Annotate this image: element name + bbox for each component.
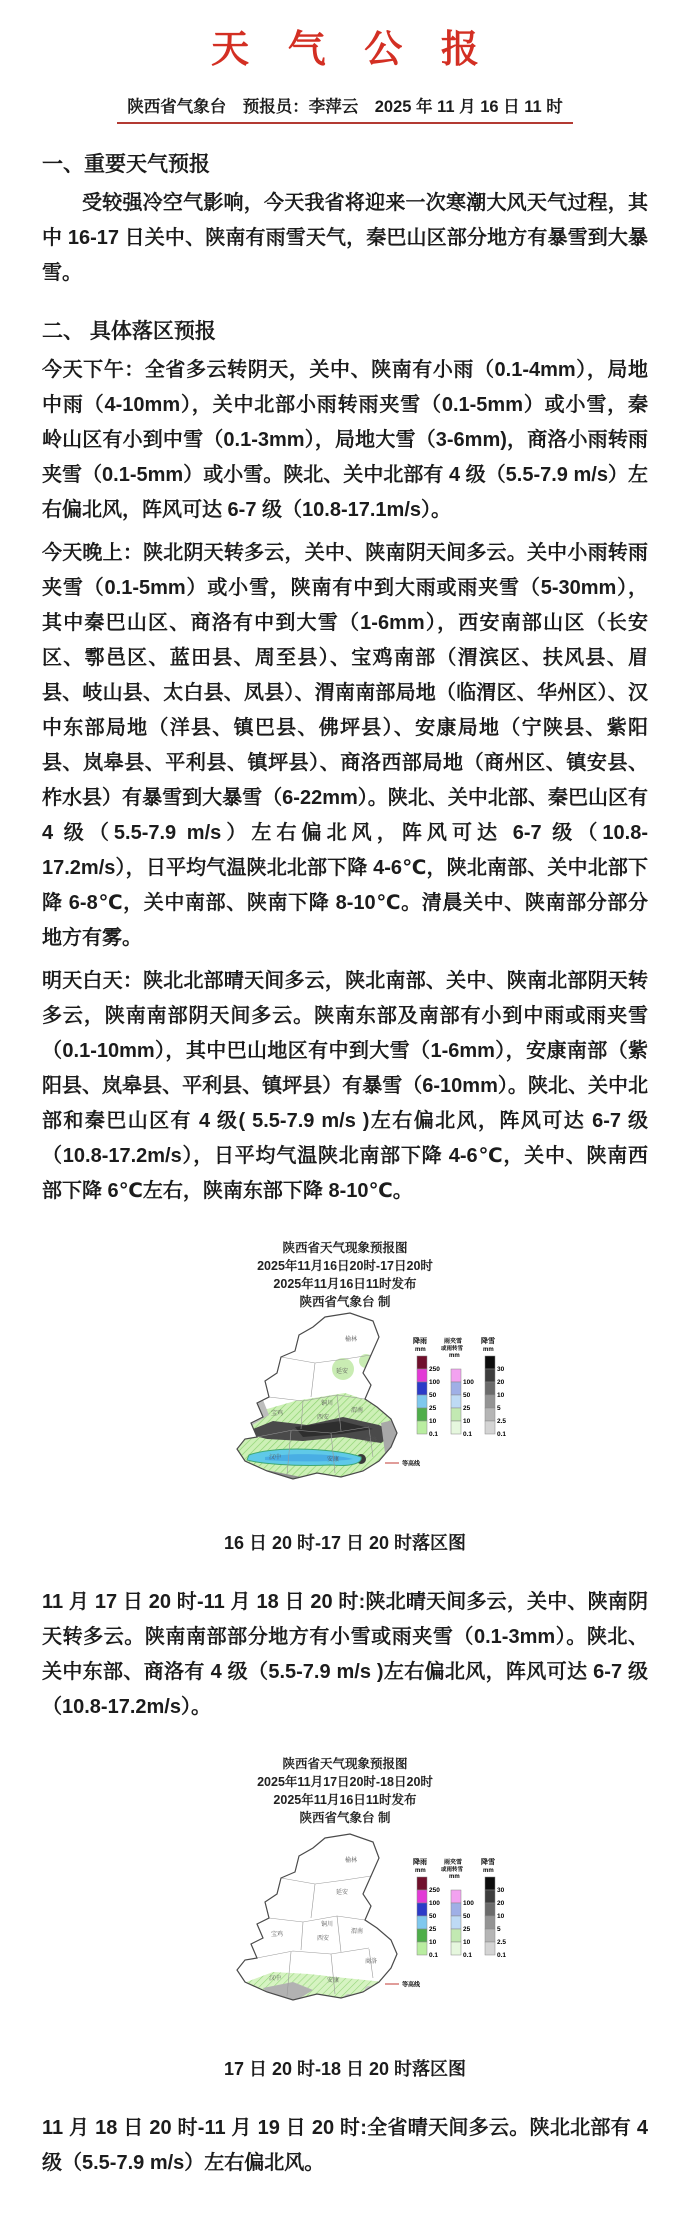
legend-snow-bar	[485, 1877, 495, 1955]
legend-tick: 100	[463, 1379, 474, 1386]
legend-tick: 100	[429, 1379, 440, 1386]
legend-rain-label: 降雨	[413, 1859, 427, 1866]
legend-tick: 10	[497, 1913, 505, 1920]
doc-header-row	[42, 93, 648, 124]
legend-tick: 100	[429, 1900, 440, 1907]
legend-sleet-bar	[451, 1890, 461, 1955]
city-label: 西安	[317, 1936, 330, 1942]
legend-tick: 5	[497, 1405, 501, 1412]
legend-rain-seg	[417, 1929, 427, 1942]
map1-weather-overlays	[233, 1354, 401, 1489]
map2-weather-overlays	[241, 1972, 387, 2006]
legend-rain-seg	[417, 1916, 427, 1929]
legend-tick: 50	[463, 1392, 471, 1399]
legend-sleet-label1: 雨夹雪	[444, 1860, 463, 1866]
legend-tick: 50	[429, 1913, 437, 1920]
legend-rain-label: 降雨	[413, 1338, 427, 1345]
legend-tick: 250	[429, 1887, 440, 1894]
section-heading-important-weather: 一、重要天气预报	[42, 153, 210, 176]
map2-producer: 陕西省气象台 制	[299, 1811, 391, 1825]
city-label: 安康	[327, 1457, 340, 1463]
legend-sleet-seg	[451, 1916, 461, 1929]
map1-caption: 16 日 20 时-17 日 20 时落区图	[223, 1533, 467, 1553]
legend-sleet-seg	[451, 1890, 461, 1903]
shaanxi-precip-map-1	[145, 1311, 545, 1516]
legend-rain-seg	[417, 1356, 427, 1369]
map1-legend	[385, 1336, 506, 1468]
city-label: 安康	[327, 1978, 340, 1984]
legend-rain-seg	[417, 1942, 427, 1955]
city-label: 西安	[317, 1415, 330, 1421]
legend-snow-label: 降雪	[481, 1338, 495, 1345]
legend-tick: 20	[497, 1379, 505, 1386]
legend-sleet-seg	[451, 1903, 461, 1916]
map2-legend	[385, 1857, 506, 1989]
legend-snow-ticks	[497, 1887, 506, 1959]
agency-forecaster-datetime: 陕西省气象台 预报员：李萍云 2025 年 11 月 16 日 11 时	[117, 93, 573, 124]
legend-rain-ticks	[429, 1366, 440, 1438]
legend-tick: 2.5	[497, 1418, 507, 1425]
legend-rain-unit: mm	[415, 1347, 426, 1353]
paragraph-tomorrow-daytime: 明天白天：陕北北部晴天间多云，陕北南部、关中、陕南北部阴天转多云，陕南南部阴天间多云。陕南东部及南部有小到中雨或雨夹雪（0.1-10mm），其中巴山地区有中到大雪（1-6mm），安康南部（紫阳县、岚皋县、平利县、镇坪县）有暴雪（6-10mm）。陕北、关中北部和秦巴山区有 4 级( 5.5-7.9 m/s )左右偏北风，阵风可达 6-7 级（10.8-17.2m/s），日平均气温陕北南部下降 4-6℃，关中、陕南西部下降 6℃左右，陕南东部下降 8-10℃。	[42, 970, 648, 1202]
legend-tick: 0.1	[429, 1431, 439, 1438]
shaanxi-precip-map-2	[145, 1827, 545, 2042]
legend-tick: 10	[429, 1418, 437, 1425]
legend-tick: 30	[497, 1366, 505, 1373]
city-label: 榆林	[345, 1858, 358, 1864]
legend-sleet-bar	[451, 1369, 461, 1434]
legend-rain-seg	[417, 1421, 427, 1434]
contour-label: 等高线	[402, 1461, 421, 1468]
legend-tick: 20	[497, 1900, 505, 1907]
map2-issue-time: 2025年11月16日11时发布	[273, 1793, 417, 1807]
forecast-map-block-2	[42, 1755, 648, 2081]
city-label: 商洛	[365, 1438, 378, 1444]
legend-snow-seg	[485, 1421, 495, 1434]
legend-rain-ticks	[429, 1887, 440, 1959]
city-label: 宝鸡	[271, 1932, 284, 1938]
legend-snow-seg	[485, 1382, 495, 1395]
legend-tick: 10	[463, 1418, 471, 1425]
legend-sleet-seg	[451, 1408, 461, 1421]
legend-sleet-seg	[451, 1942, 461, 1955]
legend-tick: 10	[463, 1939, 471, 1946]
city-label: 延安	[336, 1890, 349, 1896]
city-label: 渭南	[351, 1408, 364, 1414]
legend-tick: 0.1	[497, 1952, 507, 1959]
legend-snow-unit: mm	[483, 1347, 494, 1353]
city-label: 汉中	[269, 1976, 282, 1982]
legend-snow-unit: mm	[483, 1868, 494, 1874]
city-label: 铜川	[321, 1922, 334, 1928]
city-label: 渭南	[351, 1929, 364, 1935]
city-label: 榆林	[345, 1337, 358, 1343]
legend-tick: 25	[429, 1405, 437, 1412]
legend-sleet-seg	[451, 1382, 461, 1395]
map2-title: 陕西省天气现象预报图	[282, 1757, 408, 1771]
map1-valid-period: 2025年11月16日20时-17日20时	[257, 1259, 433, 1273]
legend-tick: 30	[497, 1887, 505, 1894]
map1-issue-time: 2025年11月16日11时发布	[273, 1277, 417, 1291]
legend-snow-seg	[485, 1903, 495, 1916]
legend-rain-seg	[417, 1877, 427, 1890]
legend-tick: 25	[463, 1926, 471, 1933]
section-heading-detail-areas: 二、 具体落区预报	[42, 320, 216, 343]
legend-rain-seg	[417, 1395, 427, 1408]
legend-tick: 250	[429, 1366, 440, 1373]
legend-sleet-label1: 雨夹雪	[444, 1339, 463, 1345]
map1-title: 陕西省天气现象预报图	[282, 1241, 408, 1255]
legend-snow-seg	[485, 1395, 495, 1408]
legend-snow-ticks	[497, 1366, 506, 1438]
legend-sleet-seg	[451, 1929, 461, 1942]
legend-sleet-seg	[451, 1369, 461, 1382]
city-label: 商洛	[365, 1959, 378, 1965]
legend-tick: 100	[463, 1900, 474, 1907]
legend-snow-bar	[485, 1356, 495, 1434]
legend-tick: 5	[497, 1926, 501, 1933]
legend-tick: 10	[429, 1939, 437, 1946]
legend-sleet-unit: mm	[449, 1353, 460, 1359]
paragraph-tonight: 今天晚上：陕北阴天转多云，关中、陕南阴天间多云。关中小雨转雨夹雪（0.1-5mm）或小雪，陕南有中到大雨或雨夹雪（5-30mm），其中秦巴山区、商洛有中到大雪（1-6mm），西安南部山区（长安区、鄠邑区、蓝田县、周至县）、宝鸡南部（渭滨区、扶风县、眉县、岐山县、太白县、凤县）、渭南南部局地（临渭区、华州区）、汉中东部局地（洋县、镇巴县、佛坪县）、安康局地（宁陕县、紫阳县、岚皋县、平利县、镇坪县）、商洛西部局地（商州区、镇安县、柞水县）有暴雪到大暴雪（6-22mm）。陕北、关中北部、秦巴山区有 4 级（5.5-7.9 m/s）左右偏北风，阵风可达 6-7 级（10.8-17.2m/s），日平均气温陕北北部下降 4-6℃，陕北南部、关中北部下降 6-8℃，关中南部、陕南下降 8-10℃。清晨关中、陕南部分部分地方有雾。	[42, 542, 648, 949]
legend-tick: 25	[463, 1405, 471, 1412]
legend-snow-seg	[485, 1929, 495, 1942]
map2-valid-period: 2025年11月17日20时-18日20时	[257, 1775, 433, 1789]
legend-sleet-seg	[451, 1421, 461, 1434]
paragraph-today-afternoon: 今天下午：全省多云转阴天，关中、陕南有小雨（0.1-4mm），局地中雨（4-10mm），关中北部小雨转雨夹雪（0.1-5mm）或小雪，秦岭山区有小到中雪（0.1-3mm），局地大雪（3-6mm)，商洛小雨转雨夹雪（0.1-5mm）或小雪。陕北、关中北部有 4 级（5.5-7.9 m/s）左右偏北风，阵风可达 6-7 级（10.8-17.1m/s）。	[42, 359, 648, 521]
map1-titles	[42, 1239, 648, 1311]
legend-tick: 0.1	[497, 1431, 507, 1438]
legend-rain-seg	[417, 1408, 427, 1421]
legend-sleet-ticks	[463, 1900, 474, 1959]
legend-snow-seg	[485, 1916, 495, 1929]
legend-rain-unit: mm	[415, 1868, 426, 1874]
legend-rain-bar	[417, 1877, 427, 1955]
legend-sleet-seg	[451, 1395, 461, 1408]
legend-tick: 50	[429, 1392, 437, 1399]
legend-tick: 25	[429, 1926, 437, 1933]
city-label: 宝鸡	[271, 1411, 284, 1417]
legend-tick: 0.1	[463, 1431, 473, 1438]
legend-snow-seg	[485, 1408, 495, 1421]
legend-tick: 50	[463, 1913, 471, 1920]
legend-rain-bar	[417, 1356, 427, 1434]
paragraph-18th-to-19th: 11 月 18 日 20 时-11 月 19 日 20 时:全省晴天间多云。陕北北部有 4 级（5.5-7.9 m/s）左右偏北风。	[42, 2117, 648, 2174]
legend-tick: 10	[497, 1392, 505, 1399]
legend-snow-seg	[485, 1369, 495, 1382]
legend-snow-seg	[485, 1356, 495, 1369]
legend-snow-seg	[485, 1942, 495, 1955]
legend-snow-label: 降雪	[481, 1859, 495, 1866]
legend-snow-seg	[485, 1890, 495, 1903]
legend-rain-seg	[417, 1903, 427, 1916]
map1-producer: 陕西省气象台 制	[299, 1295, 391, 1309]
legend-rain-seg	[417, 1890, 427, 1903]
forecast-map-block-1	[42, 1239, 648, 1555]
map2-titles	[42, 1755, 648, 1827]
legend-tick: 2.5	[497, 1939, 507, 1946]
legend-sleet-ticks	[463, 1379, 474, 1438]
page-title: 天 气 公 报	[211, 29, 493, 71]
legend-rain-seg	[417, 1369, 427, 1382]
city-label: 铜川	[321, 1401, 334, 1407]
south-green-patch	[379, 1978, 387, 1986]
legend-sleet-unit: mm	[449, 1874, 460, 1880]
legend-tick: 0.1	[463, 1952, 473, 1959]
paragraph-17th-to-18th: 11 月 17 日 20 时-11 月 18 日 20 时:陕北晴天间多云，关中、陕南阴天转多云。陕南南部部分地方有小雪或雨夹雪（0.1-3mm）。陕北、关中东部、商洛有 4 级（5.5-7.9 m/s )左右偏北风，阵风可达 6-7 级（10.8-17.2m/s）。	[42, 1591, 648, 1718]
legend-rain-seg	[417, 1382, 427, 1395]
legend-sleet-label2: 或雨转雪	[441, 1346, 464, 1352]
city-label: 延安	[336, 1369, 349, 1375]
map2-caption: 17 日 20 时-18 日 20 时落区图	[223, 2059, 467, 2079]
south-light-snow-area	[241, 1972, 385, 2004]
legend-tick: 0.1	[429, 1952, 439, 1959]
paragraph-overview: 受较强冷空气影响，今天我省将迎来一次寒潮大风天气过程，其中 16-17 日关中、陕南有雨雪天气，秦巴山区部分地方有暴雪到大暴雪。	[42, 192, 648, 284]
city-label: 汉中	[269, 1455, 282, 1461]
legend-sleet-label2: 或雨转雪	[441, 1867, 464, 1873]
contour-label: 等高线	[402, 1982, 421, 1989]
legend-snow-seg	[485, 1877, 495, 1890]
